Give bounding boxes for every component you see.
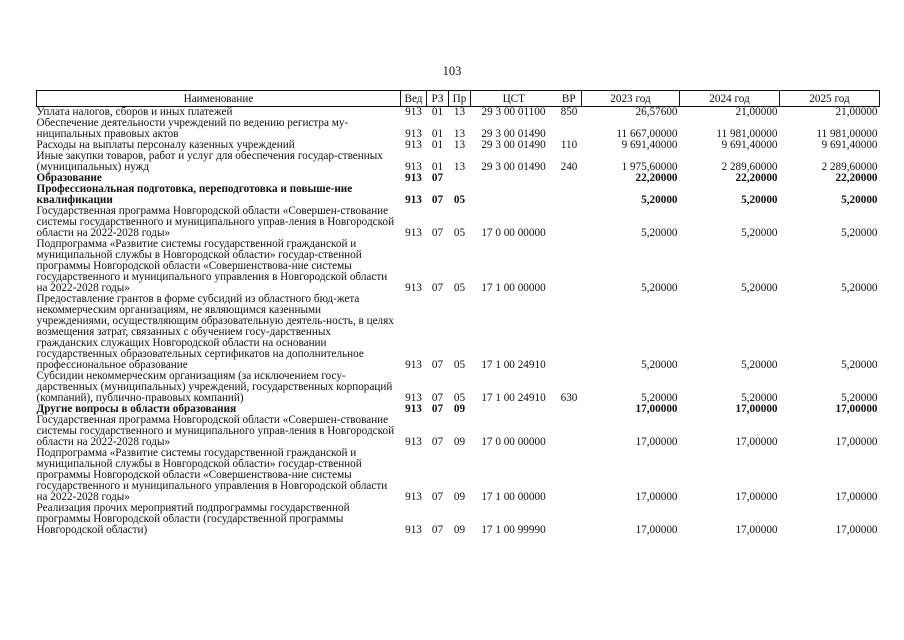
row-rz-cell: 01 xyxy=(431,139,444,151)
row-cst-cell xyxy=(471,184,557,206)
row-2025-cell: 17,00000 xyxy=(835,403,878,415)
row-cst-cell: 17 1 00 99990 xyxy=(481,524,546,536)
row-2025-cell: 9 691,40000 xyxy=(821,139,878,151)
row-name-cell: Подпрограмма «Развитие системы государственной гражданской и муниципальной службы в Новгородской области» государ-ственной программы Новгородской области «Совершенствова-ние системы государственного и муниципального управления в Новгородской области на 2022-2028 годы» xyxy=(36,447,388,503)
table-row xyxy=(37,294,880,371)
row-2025-cell: 5,20000 xyxy=(841,392,878,404)
row-name-cell: Уплата налогов, сборов и иных платежей xyxy=(36,106,233,118)
row-ved-cell: 913 xyxy=(405,403,422,415)
row-vr-cell xyxy=(557,294,582,371)
row-2023-cell: 5,20000 xyxy=(641,227,678,239)
row-cst-cell: 29 3 00 01490 xyxy=(481,128,546,140)
row-rz-cell: 07 xyxy=(431,359,444,371)
row-rz-cell: 01 xyxy=(431,128,444,140)
row-2025-cell: 5,20000 xyxy=(841,359,878,371)
column-header-ved: Вед xyxy=(401,91,427,107)
row-name-cell: Подпрограмма «Развитие системы государственной гражданской и муниципальной службы в Новгородской области» государ-ственной программы Новгородской области «Совершенствова-ние системы государственного и муниципального управления в Новгородской области на 2022-2028 годы» xyxy=(36,238,388,294)
table-row xyxy=(37,206,880,239)
row-name-cell: Реализация прочих мероприятий подпрограммы государственной программы Новгородской области (государственной программы Новгородской области) xyxy=(36,502,350,536)
row-pr-cell: 05 xyxy=(453,392,466,404)
row-vr-cell: 630 xyxy=(560,392,578,404)
row-name-cell: Обеспечение деятельности учреждений по ведению регистра му-ниципальных правовых актов xyxy=(36,117,349,140)
row-2024-cell: 2 289,60000 xyxy=(721,161,778,173)
row-2025-cell: 22,20000 xyxy=(835,172,878,184)
row-pr-cell: 09 xyxy=(453,491,466,503)
row-rz-cell: 07 xyxy=(431,392,444,404)
row-pr-cell: 05 xyxy=(453,194,466,206)
row-name-cell: Расходы на выплаты персоналу казенных учреждений xyxy=(36,139,295,151)
row-cst-cell xyxy=(471,404,557,415)
row-pr-cell: 13 xyxy=(453,128,466,140)
row-2024-cell: 22,20000 xyxy=(735,172,778,184)
row-cst-cell: 17 0 00 00000 xyxy=(481,436,546,448)
row-2023-cell: 5,20000 xyxy=(641,282,678,294)
row-rz-cell: 07 xyxy=(431,172,444,184)
row-2024-cell: 5,20000 xyxy=(741,194,778,206)
row-2024-cell: 5,20000 xyxy=(741,359,778,371)
row-2025-cell: 21,00000 xyxy=(835,106,878,118)
row-2023-cell: 17,00000 xyxy=(635,403,678,415)
row-pr-cell: 05 xyxy=(453,282,466,294)
row-2024-cell: 11 981,00000 xyxy=(716,128,778,140)
row-2024-cell: 17,00000 xyxy=(735,491,778,503)
page-number: 103 xyxy=(442,64,462,78)
row-2024-cell: 9 691,40000 xyxy=(721,139,778,151)
row-2025-cell: 17,00000 xyxy=(835,491,878,503)
row-ved-cell: 913 xyxy=(405,128,422,140)
row-pr-cell: 05 xyxy=(453,227,466,239)
row-2024-cell: 5,20000 xyxy=(741,227,778,239)
row-vr-cell: 110 xyxy=(560,139,578,151)
row-rz-cell: 07 xyxy=(431,403,444,415)
row-vr-cell xyxy=(557,404,582,415)
row-name-cell: Государственная программа Новгородской области «Совершен-ствование системы государственного и муниципального управ-ления в Новгородской области на 2022-2028 годы» xyxy=(36,414,395,448)
row-cst-cell: 17 1 00 00000 xyxy=(481,282,546,294)
column-header-vr: ВР xyxy=(557,91,582,107)
row-ved-cell: 913 xyxy=(405,106,422,118)
column-header-name: Наименование xyxy=(37,91,401,107)
row-rz-cell: 07 xyxy=(431,436,444,448)
row-ved-cell: 913 xyxy=(405,161,422,173)
row-vr-cell xyxy=(557,239,582,294)
row-pr-cell: 13 xyxy=(453,139,466,151)
table-row xyxy=(37,503,880,536)
table-row xyxy=(37,239,880,294)
column-header-2023: 2023 год xyxy=(582,91,680,107)
row-name-cell: Другие вопросы в области образования xyxy=(36,403,237,415)
row-vr-cell xyxy=(557,184,582,206)
row-ved-cell: 913 xyxy=(405,282,422,294)
row-2025-cell: 2 289,60000 xyxy=(821,161,878,173)
row-rz-cell: 07 xyxy=(431,524,444,536)
row-cst-cell: 29 3 00 01100 xyxy=(481,106,546,118)
row-cst-cell: 17 1 00 00000 xyxy=(481,491,546,503)
row-2024-cell: 17,00000 xyxy=(735,524,778,536)
row-vr-cell: 850 xyxy=(560,106,578,118)
row-2025-cell: 11 981,00000 xyxy=(816,128,878,140)
row-vr-cell xyxy=(557,415,582,448)
row-name-cell: Профессиональная подготовка, переподготовка и повыше-ние квалификации xyxy=(36,183,353,206)
row-rz-cell: 07 xyxy=(431,282,444,294)
budget-table xyxy=(36,90,880,536)
row-2023-cell: 17,00000 xyxy=(635,436,678,448)
row-rz-cell: 07 xyxy=(431,491,444,503)
row-ved-cell: 913 xyxy=(405,524,422,536)
row-2024-cell: 5,20000 xyxy=(741,282,778,294)
row-name-cell: Субсидии некоммерческим организациям (за исключением госу-дарственных (муниципальных) учреждений, государственных корпораций (компаний), публично-правовых компаний) xyxy=(36,370,393,404)
row-ved-cell: 913 xyxy=(405,392,422,404)
row-pr-cell: 09 xyxy=(453,524,466,536)
column-header-2024: 2024 год xyxy=(680,91,780,107)
row-2023-cell: 5,20000 xyxy=(641,194,678,206)
row-pr-cell: 13 xyxy=(453,106,466,118)
row-2025-cell: 5,20000 xyxy=(841,282,878,294)
row-cst-cell: 17 0 00 00000 xyxy=(481,227,546,239)
column-header-pr: Пр xyxy=(449,91,471,107)
row-2025-cell: 17,00000 xyxy=(835,436,878,448)
row-2023-cell: 17,00000 xyxy=(635,491,678,503)
row-cst-cell xyxy=(471,173,557,184)
row-pr-cell: 05 xyxy=(453,359,466,371)
table-row xyxy=(37,151,880,173)
row-pr-cell: 09 xyxy=(453,403,466,415)
row-ved-cell: 913 xyxy=(405,139,422,151)
row-vr-cell xyxy=(557,173,582,184)
row-rz-cell: 07 xyxy=(431,194,444,206)
row-2025-cell: 5,20000 xyxy=(841,227,878,239)
row-ved-cell: 913 xyxy=(405,359,422,371)
row-vr-cell xyxy=(557,503,582,536)
row-2023-cell: 9 691,40000 xyxy=(621,139,678,151)
row-ved-cell: 913 xyxy=(405,194,422,206)
table-row xyxy=(37,371,880,404)
row-vr-cell: 240 xyxy=(560,161,578,173)
row-pr-cell: 13 xyxy=(453,161,466,173)
row-2024-cell: 21,00000 xyxy=(735,106,778,118)
row-name-cell: Предоставление грантов в форме субсидий из областного бюд-жета некоммерческим организациям, не являющимся казенными учреждениями, осуществляющим образовательную деятель-ность, в целях возмещения затрат, связанных с обучением госу-дарственных гражданских служащих Новгородской области на основании государственных образовательных сертификатов на дополнительное профессиональное образование xyxy=(36,293,394,371)
row-pr-cell xyxy=(449,173,471,184)
table-header-row xyxy=(37,91,880,107)
row-rz-cell: 07 xyxy=(431,227,444,239)
row-2023-cell: 17,00000 xyxy=(635,524,678,536)
table-body xyxy=(37,107,880,537)
row-ved-cell: 913 xyxy=(405,227,422,239)
row-name-cell: Государственная программа Новгородской области «Совершен-ствование системы государственного и муниципального управ-ления в Новгородской области на 2022-2028 годы» xyxy=(36,205,395,239)
row-pr-cell: 09 xyxy=(453,436,466,448)
row-ved-cell: 913 xyxy=(405,172,422,184)
row-2024-cell: 5,20000 xyxy=(741,392,778,404)
row-cst-cell: 29 3 00 01490 xyxy=(481,139,546,151)
table-row xyxy=(37,448,880,503)
row-2024-cell: 17,00000 xyxy=(735,436,778,448)
table-row xyxy=(37,184,880,206)
column-header-rz: РЗ xyxy=(427,91,449,107)
row-2024-cell: 17,00000 xyxy=(735,403,778,415)
row-vr-cell xyxy=(557,448,582,503)
row-ved-cell: 913 xyxy=(405,491,422,503)
row-2023-cell: 5,20000 xyxy=(641,359,678,371)
row-2025-cell: 5,20000 xyxy=(841,194,878,206)
row-2023-cell: 11 667,00000 xyxy=(616,128,678,140)
row-rz-cell: 01 xyxy=(431,161,444,173)
row-name-cell: Иные закупки товаров, работ и услуг для обеспечения государ-ственных (муниципальных) нужд xyxy=(36,150,383,173)
row-vr-cell xyxy=(557,118,582,140)
row-2023-cell: 1 975,60000 xyxy=(621,161,678,173)
row-vr-cell xyxy=(557,206,582,239)
row-rz-cell: 01 xyxy=(431,106,444,118)
table-row xyxy=(37,118,880,140)
row-cst-cell: 29 3 00 01490 xyxy=(481,161,546,173)
row-cst-cell: 17 1 00 24910 xyxy=(481,359,546,371)
row-2023-cell: 5,20000 xyxy=(641,392,678,404)
row-2025-cell: 17,00000 xyxy=(835,524,878,536)
row-cst-cell: 17 1 00 24910 xyxy=(481,392,546,404)
row-ved-cell: 913 xyxy=(405,436,422,448)
row-2023-cell: 22,20000 xyxy=(635,172,678,184)
column-header-2025: 2025 год xyxy=(780,91,880,107)
column-header-cst: ЦСТ xyxy=(471,91,557,107)
table-row xyxy=(37,415,880,448)
row-2023-cell: 26,57600 xyxy=(635,106,678,118)
row-name-cell: Образование xyxy=(36,172,102,184)
